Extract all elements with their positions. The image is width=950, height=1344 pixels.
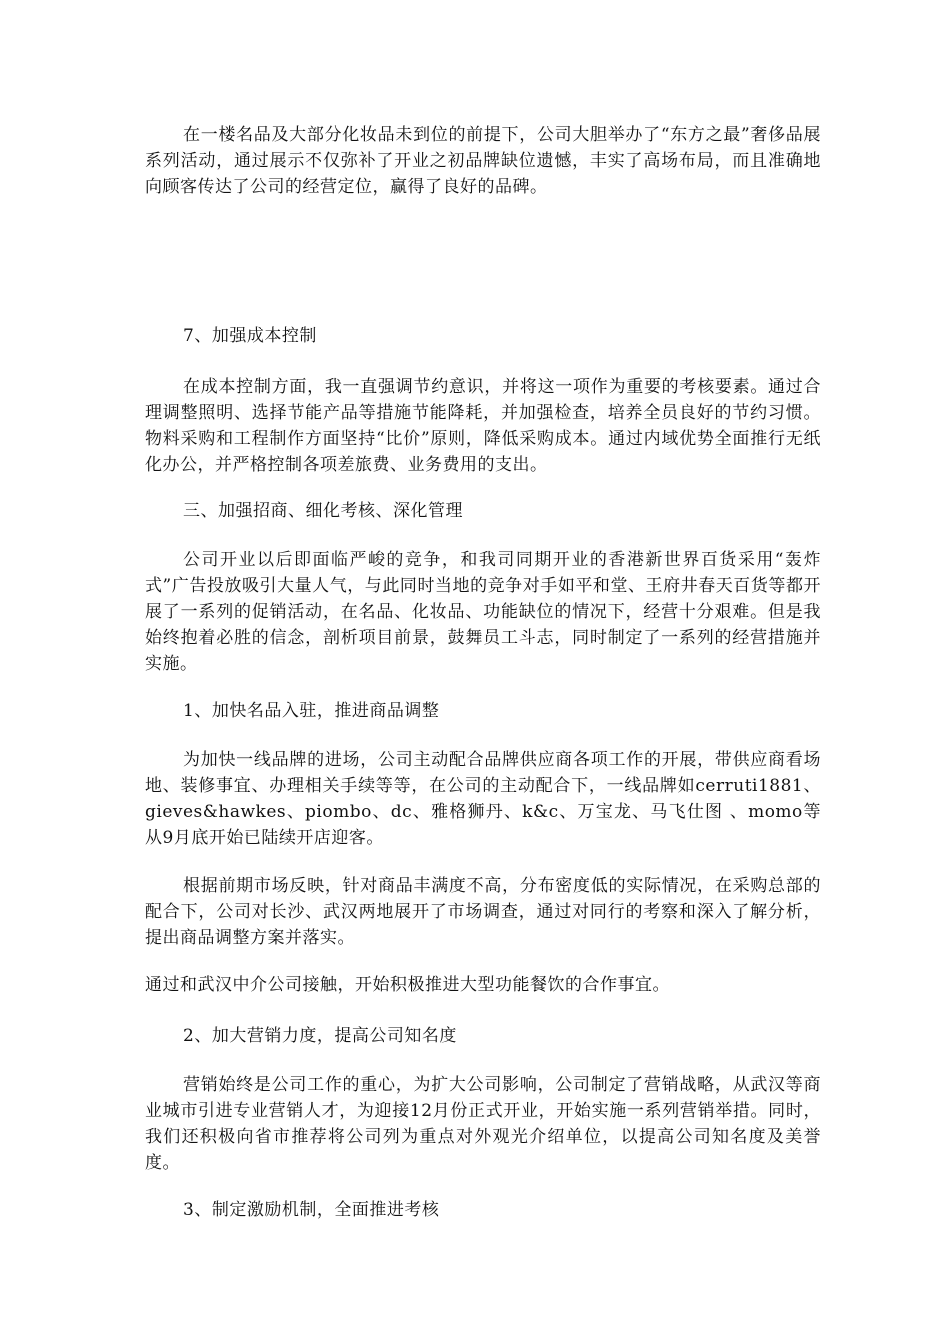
paragraph-marketing: 营销始终是公司工作的重心，为扩大公司影响，公司制定了营销战略，从武汉等商业城市引进专业营销人才，为迎接12月份正式开业，开始实施一系列营销举措。同时，我们还积极向省市推荐将公司列为重点对外观光介绍单位，以提高公司知名度及美誉度。: [145, 1075, 821, 1173]
heading-section-three: 三、加强招商、细化考核、深化管理: [183, 501, 463, 521]
heading-incentive: 3、制定激励机制，全面推进考核: [183, 1200, 440, 1220]
heading-cost-control: 7、加强成本控制: [183, 326, 317, 346]
paragraph-luxury-exhibition: 在一楼名品及大部分化妆品未到位的前提下，公司大胆举办了“东方之最”奢侈品展系列活动，通过展示不仅弥补了开业之初品牌缺位遗憾，丰实了高场布局，而且准确地向顾客传达了公司的经营定位，赢得了良好的品碑。: [145, 125, 821, 197]
paragraph-market-survey: 根据前期市场反映，针对商品丰满度不高，分布密度低的实际情况，在采购总部的配合下，公司对长沙、武汉两地展开了市场调查，通过对同行的考察和深入了解分析，提出商品调整方案并落实。: [145, 876, 821, 948]
heading-marketing: 2、加大营销力度，提高公司知名度: [183, 1026, 457, 1046]
heading-brand-entry: 1、加快名品入驻，推进商品调整: [183, 701, 440, 721]
paragraph-catering: 通过和武汉中介公司接触，开始积极推进大型功能餐饮的合作事宜。: [145, 975, 670, 995]
paragraph-cost-control: 在成本控制方面，我一直强调节约意识，并将这一项作为重要的考核要素。通过合理调整照明、选择节能产品等措施节能降耗，并加强检查，培养全员良好的节约习惯。物料采购和工程制作方面坚持“比价”原则，降低采购成本。通过内域优势全面推行无纸化办公，并严格控制各项差旅费、业务费用的支出。: [145, 377, 821, 475]
paragraph-brand-entry: 为加快一线品牌的进场，公司主动配合品牌供应商各项工作的开展，带供应商看场地、装修事宜、办理相关手续等等，在公司的主动配合下，一线品牌如cerruti1881、gieves&hawkes、piombo、dc、雅格狮丹、k&c、万宝龙、马飞仕图 、momo等从9月底开始已陆续开店迎客。: [145, 750, 821, 848]
paragraph-competition: 公司开业以后即面临严峻的竞争，和我司同期开业的香港新世界百货采用“轰炸式”广告投放吸引大量人气，与此同时当地的竞争对手如平和堂、王府井春天百货等都开展了一系列的促销活动，在名品、化妆品、功能缺位的情况下，经营十分艰难。但是我始终抱着必胜的信念，剖析项目前景，鼓舞员工斗志，同时制定了一系列的经营措施并实施。: [145, 550, 821, 674]
